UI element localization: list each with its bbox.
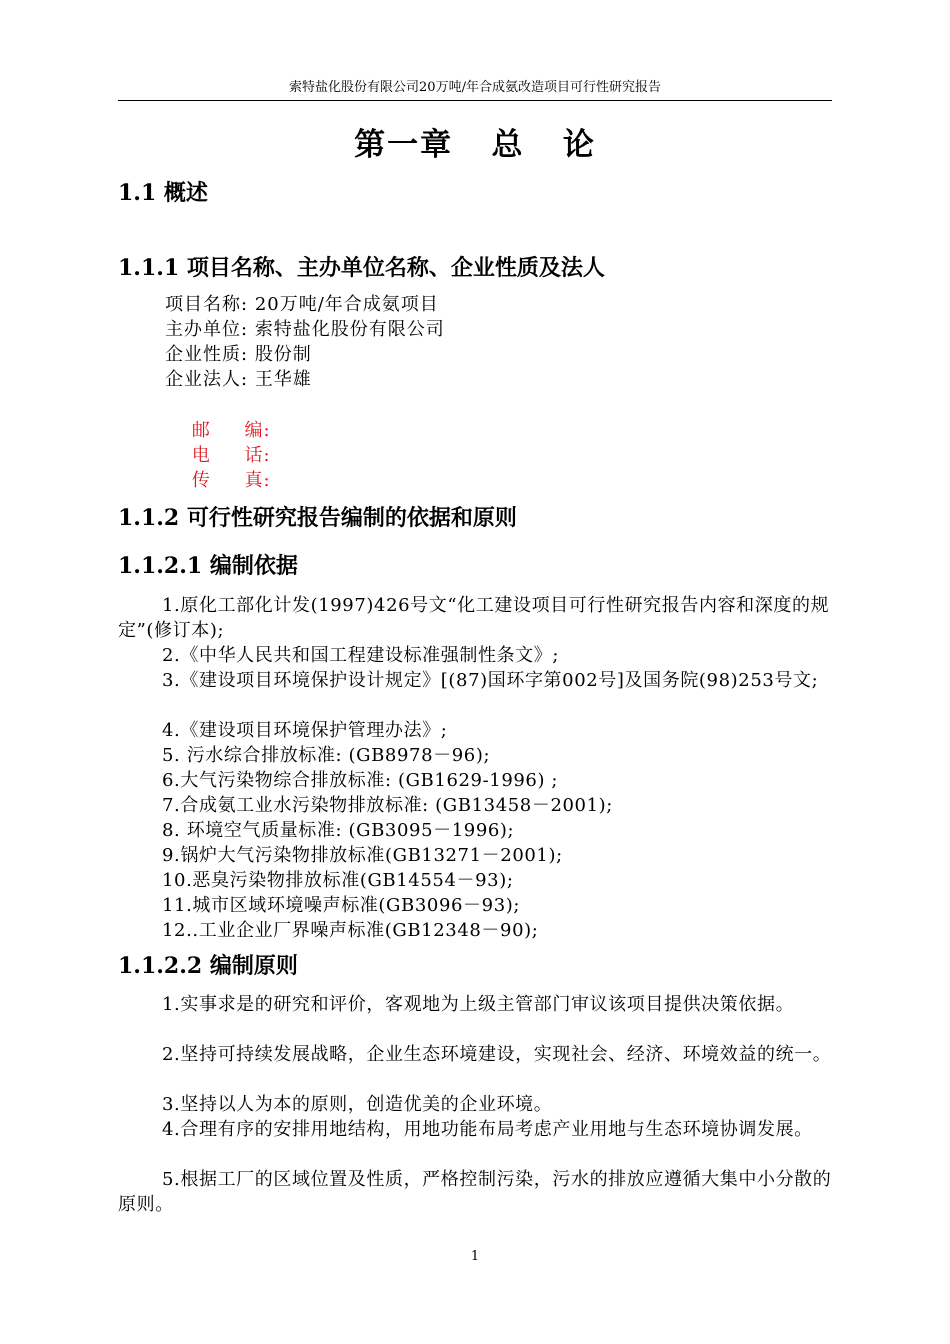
basis-item: 3.《建设项目环境保护设计规定》[(87)国环字第002号]及国务院(98)253号文; [162, 670, 819, 691]
info-label: 邮 编: [191, 420, 271, 441]
info-value: 股份制 [254, 344, 312, 365]
basis-item: 9.锅炉大气污染物排放标准(GB13271－2001); [162, 845, 563, 866]
info-label: 项目名称: [165, 294, 249, 315]
info-label: 主办单位: [165, 319, 249, 340]
principle-item: 3.坚持以人为本的原则，创造优美的企业环境。 [162, 1094, 553, 1115]
basis-item: 6.大气污染物综合排放标准: (GB1629-1996) ; [162, 770, 559, 791]
principle-item: 4.合理有序的安排用地结构，用地功能布局考虑产业用地与生态环境协调发展。 [162, 1119, 813, 1140]
info-label: 电 话: [191, 445, 271, 466]
info-value: 王华雄 [254, 369, 312, 390]
basis-item: 8. 环境空气质量标准: (GB3095－1996); [162, 820, 515, 841]
info-row-sponsor [165, 317, 445, 342]
info-row-legal-person [165, 367, 312, 392]
principle-item: 2.坚持可持续发展战略，企业生态环境建设，实现社会、经济、环境效益的统一。 [162, 1044, 832, 1065]
basis-item: 2.《中华人民共和国工程建设标准强制性条文》; [162, 645, 560, 666]
info-label: 企业性质: [165, 344, 249, 365]
info-value: 索特盐化股份有限公司 [254, 319, 445, 340]
info-row-project-name [165, 292, 439, 317]
principle-item: 5.根据工厂的区域位置及性质，严格控制污染，污水的排放应遵循大集中小分散的原则。 [118, 1169, 832, 1215]
section-heading-1-1-1: 1.1.1 项目名称、主办单位名称、企业性质及法人 [118, 255, 605, 281]
running-header: 索特盐化股份有限公司20万吨/年合成氨改造项目可行性研究报告 [289, 80, 661, 95]
section-heading-1-1: 1.1 概述 [118, 180, 208, 206]
basis-item: 11.城市区域环境噪声标准(GB3096－93); [162, 895, 521, 916]
info-label: 传 真: [191, 470, 271, 491]
basis-item: 4.《建设项目环境保护管理办法》; [162, 720, 448, 741]
info-value: 20万吨/年合成氨项目 [254, 294, 439, 315]
info-label: 企业法人: [165, 369, 249, 390]
header-rule [118, 100, 832, 101]
principle-item: 1.实事求是的研究和评价，客观地为上级主管部门审议该项目提供决策依据。 [162, 994, 795, 1015]
section-heading-1-1-2-1: 1.1.2.1 编制依据 [118, 553, 298, 579]
basis-item: 5. 污水综合排放标准: (GB8978－96); [162, 745, 491, 766]
page-number: 1 [470, 1249, 480, 1264]
basis-item: 10.恶臭污染物排放标准(GB14554－93); [162, 870, 514, 891]
info-row-nature [165, 342, 312, 367]
basis-item: 1.原化工部化计发(1997)426号文“化工建设项目可行性研究报告内容和深度的规定”(修订本); [118, 595, 830, 641]
section-heading-1-1-2-2: 1.1.2.2 编制原则 [118, 953, 298, 979]
basis-item: 7.合成氨工业水污染物排放标准: (GB13458－2001); [162, 795, 613, 816]
section-heading-1-1-2: 1.1.2 可行性研究报告编制的依据和原则 [118, 505, 517, 531]
chapter-title: 第一章 总 论 [354, 127, 596, 163]
basis-item: 12..工业企业厂界噪声标准(GB12348－90); [162, 920, 539, 941]
